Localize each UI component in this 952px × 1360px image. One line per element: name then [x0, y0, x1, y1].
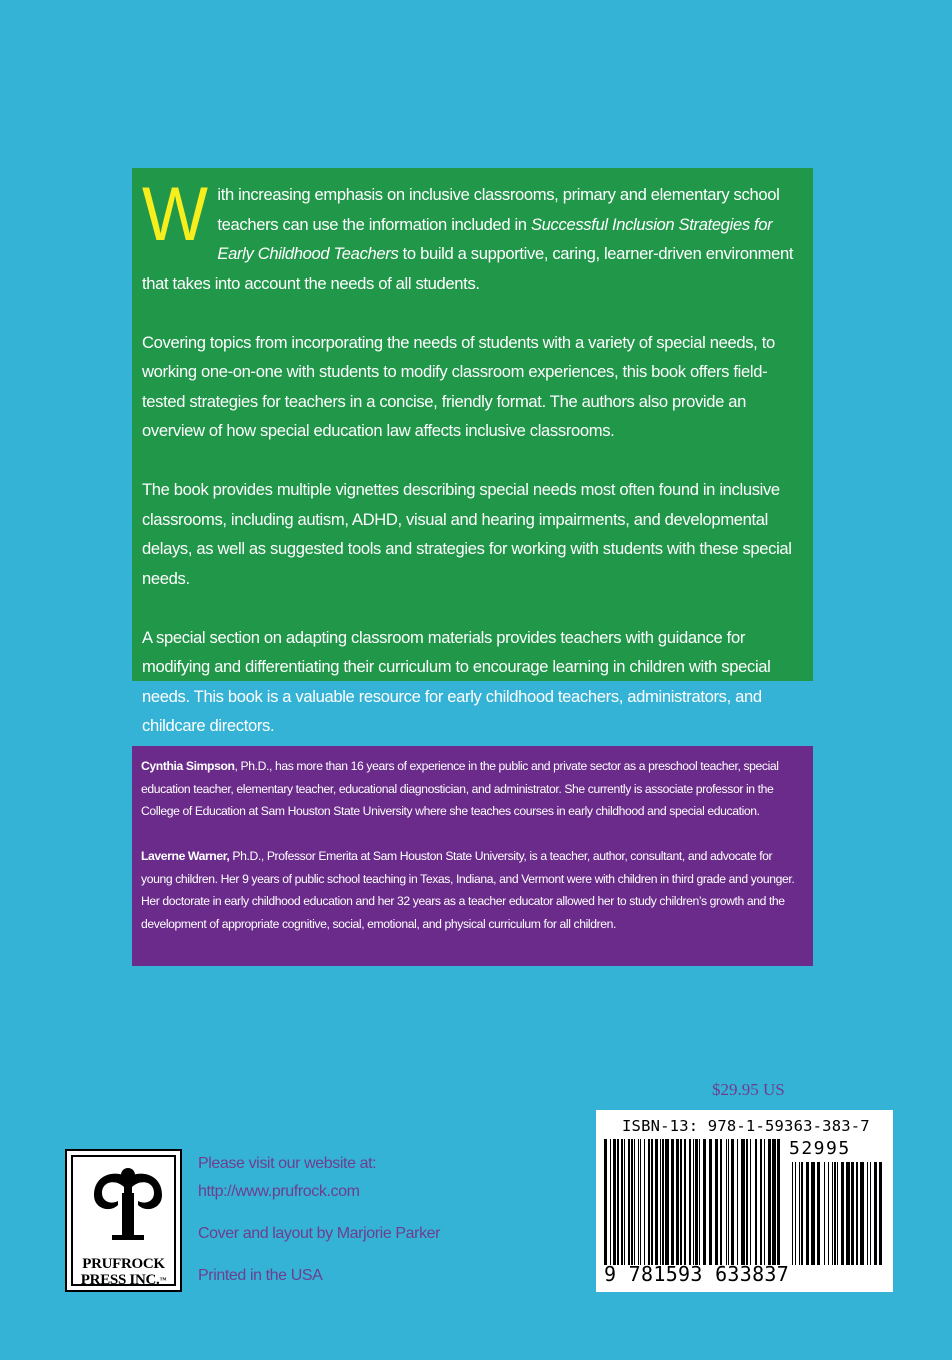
description-p1-tail: to build a supportive, caring, learner-driven environment that takes into account the needs of all students.: [142, 244, 794, 293]
author-name: Laverne Warner,: [141, 849, 230, 863]
printed-in: Printed in the USA: [198, 1267, 323, 1284]
author-bio: [141, 755, 805, 823]
author-name: Cynthia Simpson: [141, 759, 235, 773]
book-description: [132, 168, 813, 735]
description-paragraph-1: [142, 172, 805, 298]
description-p1-lead: ith increasing emphasis on inclusive classrooms, primary and elementary school teachers can use the information included in: [217, 185, 780, 234]
author-bio: [141, 845, 805, 935]
drop-cap: W: [142, 172, 208, 257]
book-title-inline: Successful Inclusion Strategies for Early Childhood Teachers: [217, 214, 773, 263]
author-bio-text: , Ph.D., has more than 16 years of experience in the public and private sector as a preschool teacher, special education teacher, elementary teacher, educational diagnostician, and administrator. She currently is associate professor in the College of Education at Sam Houston State University where she teaches courses in early childhood and special education.: [141, 759, 779, 818]
website-url[interactable]: http://www.prufrock.com: [198, 1183, 360, 1200]
publisher-logo: [65, 1149, 182, 1292]
author-bios: [132, 746, 813, 966]
cover-credit: Cover and layout by Marjorie Parker: [198, 1225, 441, 1242]
trademark-symbol: ™: [159, 1276, 167, 1284]
description-paragraph-4: A special section on adapting classroom materials provides teachers with guidance for modifying and differentiating their curriculum to encourage learning in children with special needs. This book is a valuable resource for early childhood teachers, administrators, and childcare directors.: [142, 627, 771, 735]
author-bio-text: Ph.D., Professor Emerita at Sam Houston State University, is a teacher, author, consultant, and advocate for young children. Her 9 years of public school teaching in Texas, Indiana, and Vermont were with children in third grade and younger. Her doctorate in early childhood education and her 32 years as a teacher educator allowed her to study children’s growth and the development of appropriate cognitive, social, emotional, and physical curriculum for all children.: [141, 849, 795, 931]
isbn-label: ISBN-13: 978-1-59363-383-7: [622, 1117, 870, 1135]
website-prompt: Please visit our website at:: [198, 1155, 377, 1172]
price-label: $29.95 US: [712, 1080, 785, 1099]
description-paragraph-3: The book provides multiple vignettes describing special needs most often found in inclusive classrooms, including autism, ADHD, visual and hearing impairments, and developmental delays, as well as suggested tools and strategies for working with students with these special needs.: [142, 480, 792, 588]
addon-barcode-bars: [792, 1162, 884, 1265]
logo-line-2: PRESS INC.: [80, 1272, 160, 1288]
prufrock-p-logo-icon: [88, 1165, 168, 1247]
logo-line-1: PRUFROCK: [82, 1256, 165, 1272]
barcode-bars: [604, 1139, 784, 1265]
barcode-price-code: 52995: [789, 1138, 851, 1159]
isbn-barcode: [596, 1110, 893, 1292]
barcode-digits: 9 781593 633837: [604, 1262, 790, 1286]
description-paragraph-2: Covering topics from incorporating the needs of students with a variety of special needs, to working one-on-one with students to modify classroom experiences, this book offers field-tested strategies for teachers in a concise, friendly format. The authors also provide an overview of how special education law affects inclusive classrooms.: [142, 332, 775, 440]
